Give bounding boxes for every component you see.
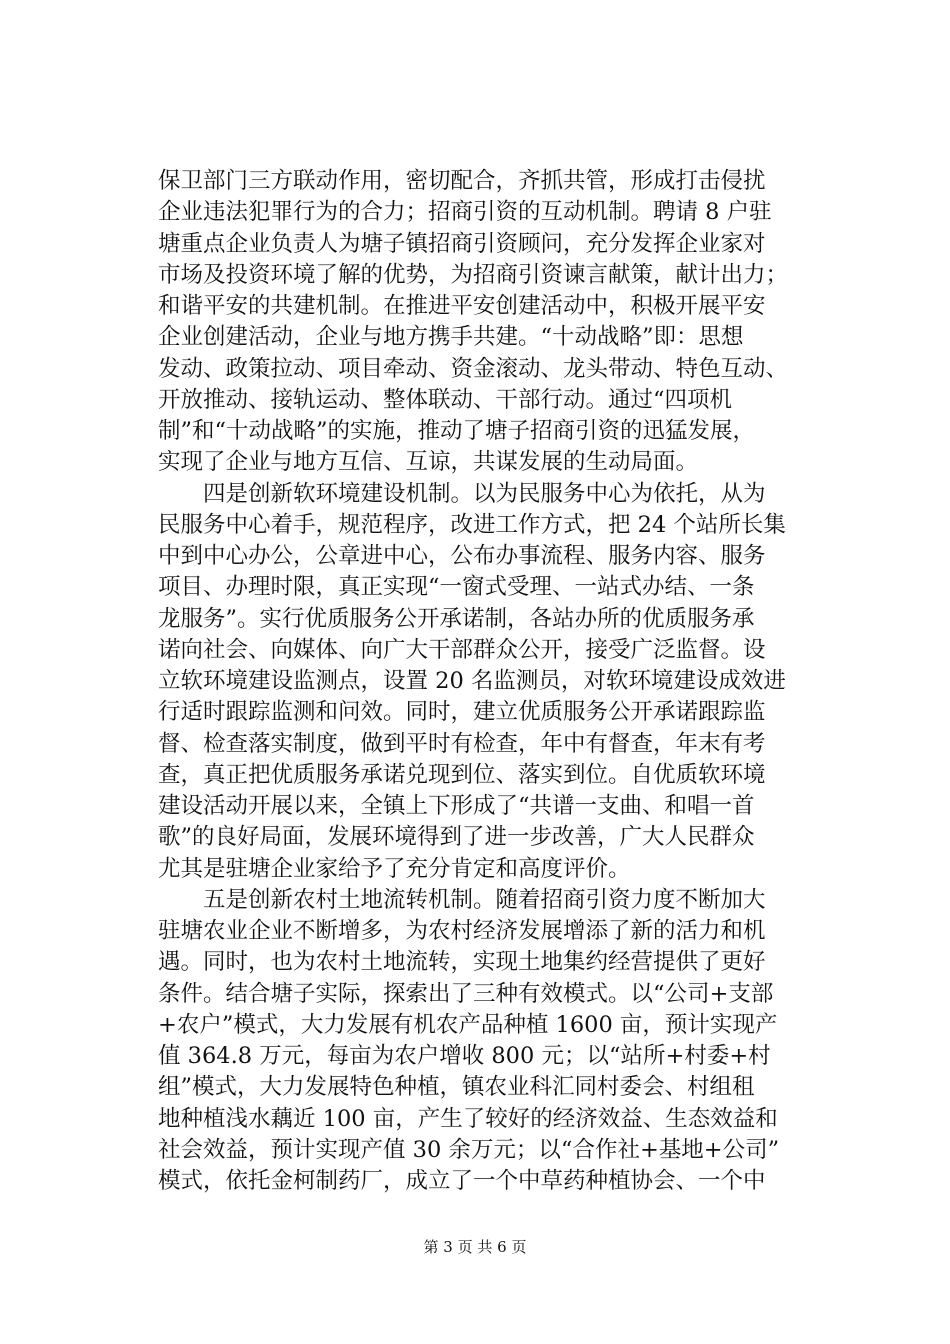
text-line: 五是创新农村土地流转机制。随着招商引资力度不断加大: [158, 886, 766, 913]
text-line: 行适时跟踪监测和问效。同时，建立优质服务公开承诺跟踪监: [158, 699, 766, 726]
text-line: 塘重点企业负责人为塘子镇招商引资顾问，充分发挥企业家对: [158, 230, 766, 257]
text-line: 和谐平安的共建机制。在推进平安创建活动中，积极开展平安: [158, 293, 766, 319]
text-line: 企业创建活动，企业与地方携手共建。“十动战略”即：思想: [158, 324, 744, 351]
text-line: 开放推动、接轨运动、整体联动、干部行动。通过“四项机: [158, 386, 733, 413]
text-line: 驻塘农业企业不断增多，为农村经济发展增添了新的活力和机: [158, 918, 766, 944]
text-line: 值 364.8 万元，每亩为农户增收 800 元；以“站所+村委+村: [158, 1043, 771, 1069]
text-line: 地种植浅水藕近 100 亩，产生了较好的经济效益、生态效益和: [158, 1105, 778, 1132]
text-line: +农户”模式，大力发展有机农产品种植 1600 亩，预计实现产: [158, 1011, 778, 1038]
text-line: 民服务中心着手，规范程序，改进工作方式，把 24 个站所长集: [158, 511, 786, 538]
text-line: 项目、办理时限，真正实现“一窗式受理、一站式办结、一条: [158, 574, 755, 601]
text-line: 歌”的良好局面，发展环境得到了进一步改善，广大人民群众: [158, 824, 755, 851]
text-line: 发动、政策拉动、项目牵动、资金滚动、龙头带动、特色互动、: [158, 355, 789, 382]
text-line: 模式，依托金柯制药厂，成立了一个中草药种植协会、一个中: [158, 1168, 766, 1194]
page-footer: 第 3 页 共 6 页: [423, 1238, 527, 1256]
text-line: 保卫部门三方联动作用，密切配合，齐抓共管，形成打击侵扰: [158, 168, 766, 194]
text-line: 条件。结合塘子实际，探索出了三种有效模式。以“公司+支部: [158, 980, 774, 1007]
text-line: 尤其是驻塘企业家给予了充分肯定和高度评价。: [158, 855, 631, 882]
text-line: 中到中心办公，公章进中心，公布办事流程、服务内容、服务: [158, 543, 766, 569]
text-line: 建设活动开展以来，全镇上下形成了“共谱一支曲、和唱一首: [158, 793, 755, 819]
text-line: 龙服务”。实行优质服务公开承诺制，各站办所的优质服务承: [158, 605, 755, 632]
text-line: 组”模式，大力发展特色种植，镇农业科汇同村委会、村组租: [158, 1074, 755, 1101]
text-line: 遇。同时，也为农村土地流转，实现土地集约经营提供了更好: [158, 949, 766, 976]
text-line: 市场及投资环境了解的优势，为招商引资谏言献策，献计出力；: [158, 261, 789, 288]
text-line: 诺向社会、向媒体、向广大干部群众公开，接受广泛监督。设: [158, 636, 766, 663]
text-line: 查，真正把优质服务承诺兑现到位、落实到位。自优质软环境: [158, 761, 766, 788]
text-line: 社会效益，预计实现产值 30 余万元；以“合作社+基地+公司”: [158, 1136, 780, 1163]
text-line: 督、检查落实制度，做到平时有检查，年中有督查，年末有考: [158, 730, 766, 757]
text-line: 立软环境建设监测点，设置 20 名监测员，对软环境建设成效进: [158, 668, 786, 694]
text-line: 制”和“十动战略”的实施，推动了塘子招商引资的迅猛发展，: [158, 418, 756, 444]
body-text: [158, 166, 798, 1197]
text-line: 实现了企业与地方互信、互谅，共谋发展的生动局面。: [158, 449, 699, 476]
text-line: 四是创新软环境建设机制。以为民服务中心为依托，从为: [158, 480, 766, 507]
text-line: 企业违法犯罪行为的合力；招商引资的互动机制。聘请 8 户驻: [158, 199, 772, 226]
